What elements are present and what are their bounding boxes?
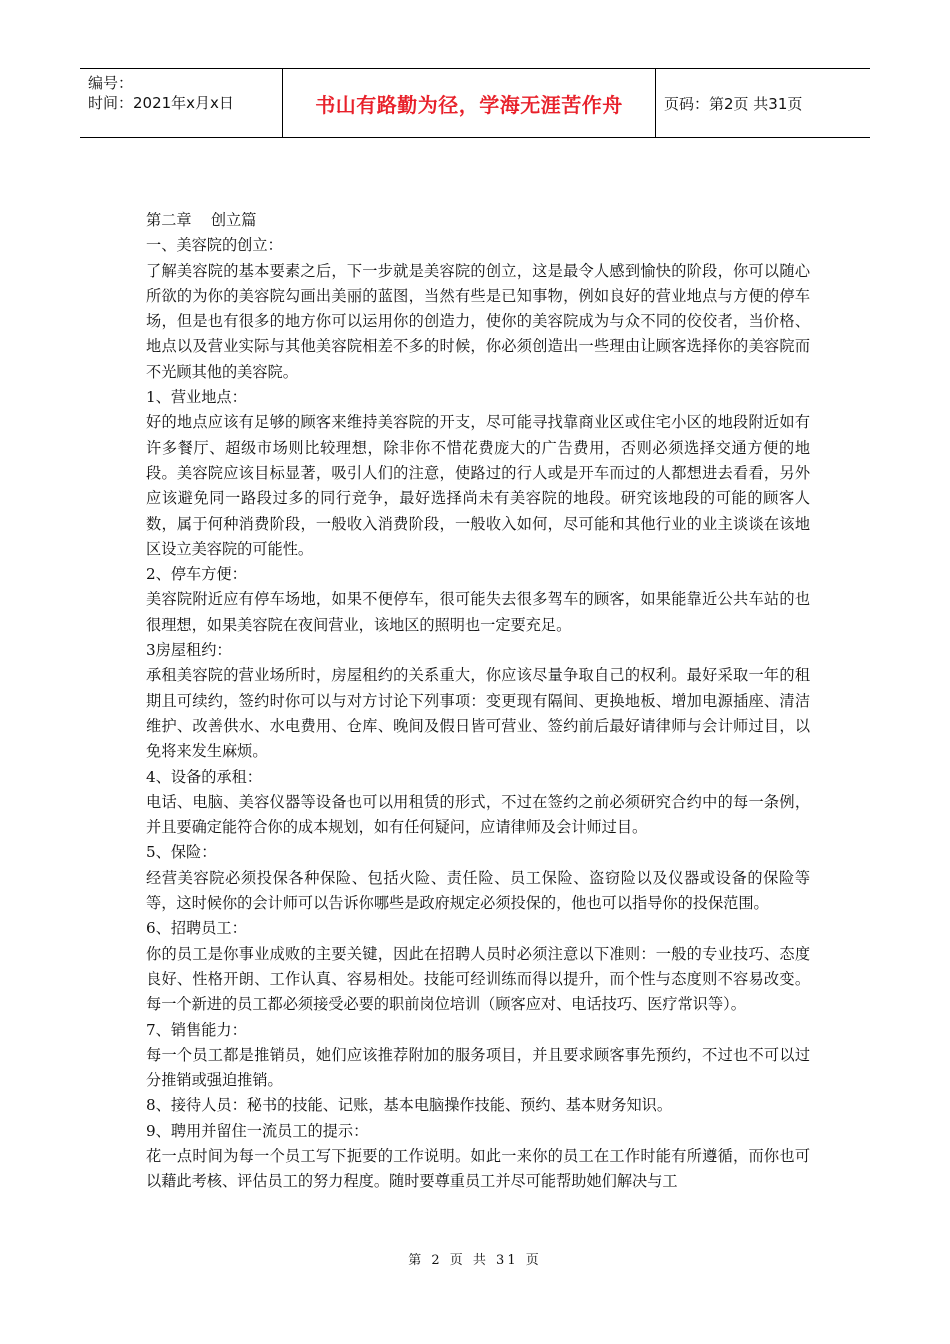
paragraph: 花一点时间为每一个员工写下扼要的工作说明。如此一来你的员工在工作时能有所遵循，而你也可以藉此考核、评估员工的努力程度。随时要尊重员工并尽可能帮助她们解决与工 [146,1146,810,1191]
section-heading: 一、美容院的创立： [146,236,283,255]
section-heading: 4、设备的承租： [146,767,262,786]
paragraph: 你的员工是你事业成败的主要关键，因此在招聘人员时必须注意以下准则：一般的专业技巧、态度良好、性格开朗、工作认真、容易相处。技能可经训练而得以提升，而个性与态度则不容易改变。每一个新进的员工都必须接受必要的职前岗位培训（顾客应对、电话技巧、医疗常识等）。 [146,944,810,1014]
header-motto-cell [282,69,656,137]
header-page-cell [656,69,870,137]
document-body [146,208,810,1195]
section-heading: 7、销售能力： [146,1020,247,1039]
section-heading: 1、营业地点： [146,388,247,407]
paragraph: 好的地点应该有足够的顾客来维持美容院的开支，尽可能寻找靠商业区或住宅小区的地段附近如有许多餐厅、超级市场则比较理想，除非你不惜花费庞大的广告费用，否则必须选择交通方便的地段。美容院应该目标显著，吸引人们的注意，使路过的行人或是开车而过的人都想进去看看，另外应该避免同一路段过多的同行竞争，最好选择尚未有美容院的地段。研究该地段的可能的顾客人数，属于何种消费阶段，一般收入消费阶段，一般收入如何，尽可能和其他行业的业主谈谈在该地区设立美容院的可能性。 [146,413,810,558]
section-heading: 8、接待人员：秘书的技能、记账，基本电脑操作技能、预约、基本财务知识。 [146,1096,673,1115]
header-motto: 书山有路勤为径，学海无涯苦作舟 [315,92,623,117]
chapter-title: 第二章 创立篇 [146,211,257,229]
section-heading: 2、停车方便： [146,565,247,584]
paragraph: 承租美容院的营业场所时，房屋租约的关系重大，你应该尽量争取自己的权利。最好采取一年的租期且可续约，签约时你可以与对方讨论下列事项：变更现有隔间、更换地板、增加电源插座、清洁维护、改善供水、水电费用、仓库、晚间及假日皆可营业、签约前后最好请律师与会计师过目，以免将来发生麻烦。 [146,666,810,761]
page-header [80,68,870,138]
page-footer: 第 2 页 共 31 页 [408,1253,542,1268]
section-heading: 6、招聘员工： [146,919,247,938]
paragraph: 每一个员工都是推销员，她们应该推荐附加的服务项目，并且要求顾客事先预约，不过也不可以过分推销或强迫推销。 [146,1045,810,1090]
section-heading: 3房屋租约： [146,641,232,660]
paragraph: 电话、电脑、美容仪器等设备也可以用租赁的形式，不过在签约之前必须研究合约中的每一条例，并且要确定能符合你的成本规划，如有任何疑问，应请律师及会计师过目。 [146,792,810,837]
document-number-label: 编号： [88,74,134,92]
paragraph: 经营美容院必须投保各种保险、包括火险、责任险、员工保险、盗窃险以及仪器或设备的保险等等，这时候你的会计师可以告诉你哪些是政府规定必须投保的，他也可以指导你的投保范围。 [146,868,810,913]
section-heading: 5、保险： [146,843,217,862]
document-time-label: 时间：2021年x月x日 [88,94,234,112]
paragraph: 了解美容院的基本要素之后，下一步就是美容院的创立，这是最令人感到愉快的阶段，你可以随心所欲的为你的美容院勾画出美丽的蓝图，当然有些是已知事物，例如良好的营业地点与方便的停车场，但是也有很多的地方你可以运用你的创造力，使你的美容院成为与众不同的佼佼者，当价格、地点以及营业实际与其他美容院相差不多的时候，你必须创造出一些理由让顾客选择你的美容院而不光顾其他的美容院。 [146,261,810,381]
section-heading: 9、聘用并留住一流员工的提示： [146,1121,369,1140]
header-meta [80,69,282,137]
header-page-number: 页码：第2页 共31页 [664,94,803,113]
paragraph: 美容院附近应有停车场地，如果不便停车，很可能失去很多驾车的顾客，如果能靠近公共车站的也很理想，如果美容院在夜间营业，该地区的照明也一定要充足。 [146,590,810,634]
